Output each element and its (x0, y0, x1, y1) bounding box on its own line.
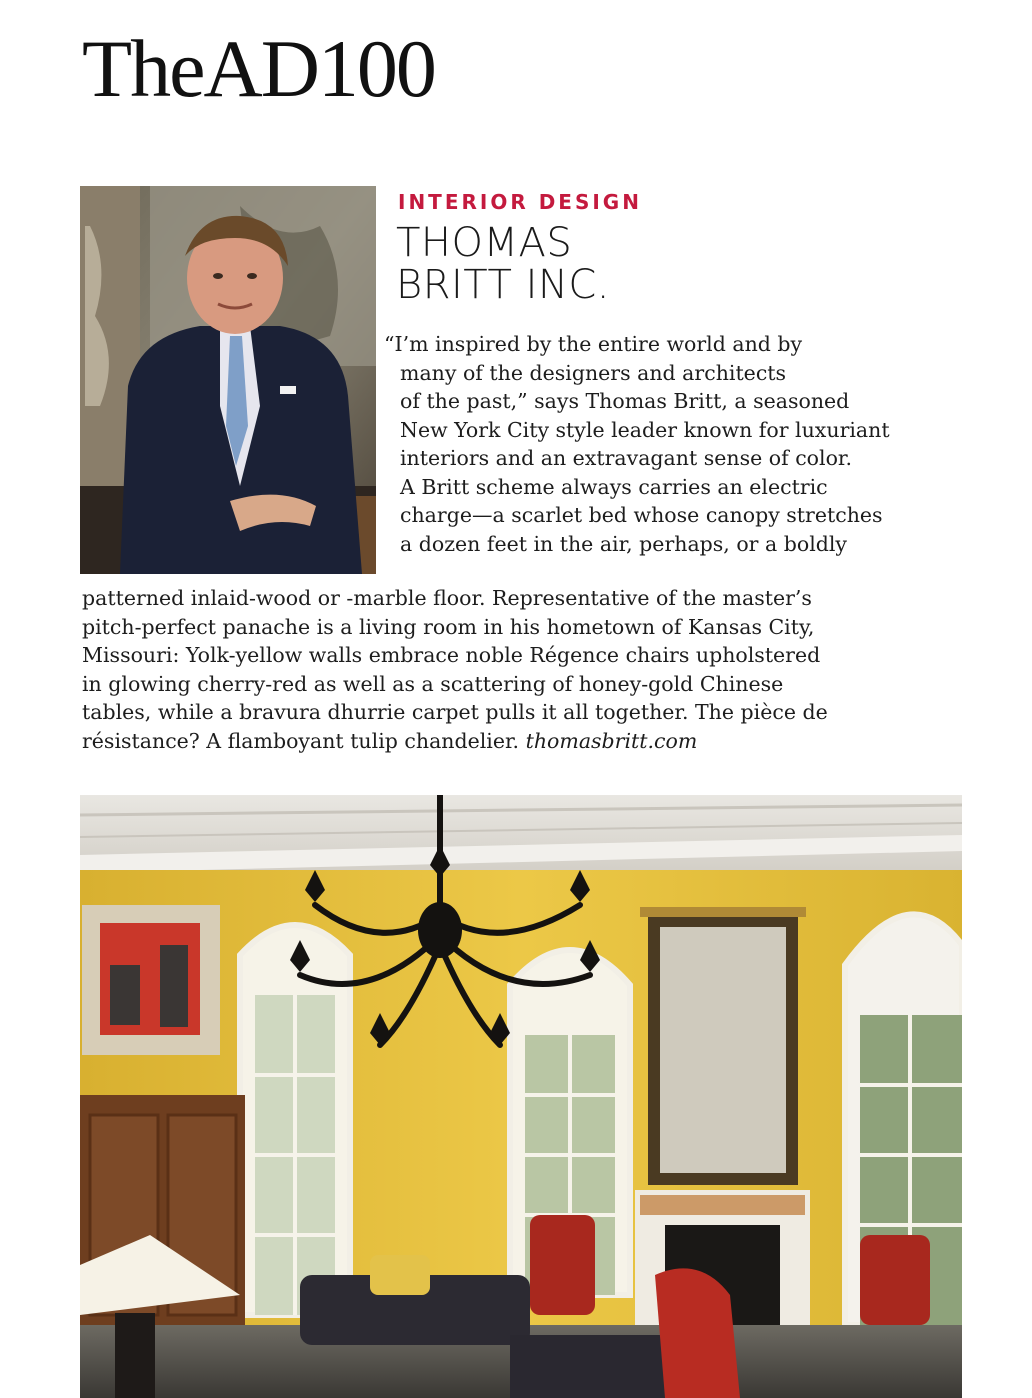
body-line: interiors and an extravagant sense of color. (400, 446, 852, 470)
body-line: a dozen feet in the air, perhaps, or a boldly (400, 531, 848, 556)
body-line: patterned inlaid-wood or -marble floor. Representative of the master’s (82, 586, 812, 610)
category-label: INTERIOR DESIGN (398, 190, 642, 214)
body-line: résistance? A flamboyant tulip chandelier. (82, 728, 520, 753)
portrait-photo (80, 186, 376, 574)
body-line: pitch-perfect panache is a living room in his hometown of Kansas City, (82, 614, 815, 639)
masthead-title: TheAD100 (82, 23, 435, 114)
body-line: many of the designers and architects (400, 360, 787, 385)
body-line: New York City style leader known for luxuriant (400, 417, 890, 442)
body-line: charge—a scarlet bed whose canopy stretches (400, 503, 883, 527)
body-line-last (82, 727, 982, 756)
living-room-photo (80, 795, 962, 1398)
body-line: “I’m inspired by the entire world and by (384, 332, 803, 356)
body-line: of the past,” says Thomas Britt, a seasoned (400, 389, 850, 413)
article-body-wide (82, 584, 982, 755)
body-line: in glowing cherry-red as well as a scattering of honey-gold Chinese (82, 671, 784, 696)
body-line: A Britt scheme always carries an electric (400, 474, 828, 499)
article-body-column (384, 330, 984, 558)
body-line: tables, while a bravura dhurrie carpet pulls it all together. The pièce de (82, 700, 828, 724)
firm-name (396, 222, 796, 306)
firm-name-line-1: THOMAS (396, 220, 573, 266)
firm-name-line-2: BRITT INC. (396, 262, 611, 308)
body-line: Missouri: Yolk-yellow walls embrace noble Régence chairs upholstered (82, 643, 821, 667)
website-link[interactable]: thomasbritt.com (525, 728, 698, 753)
